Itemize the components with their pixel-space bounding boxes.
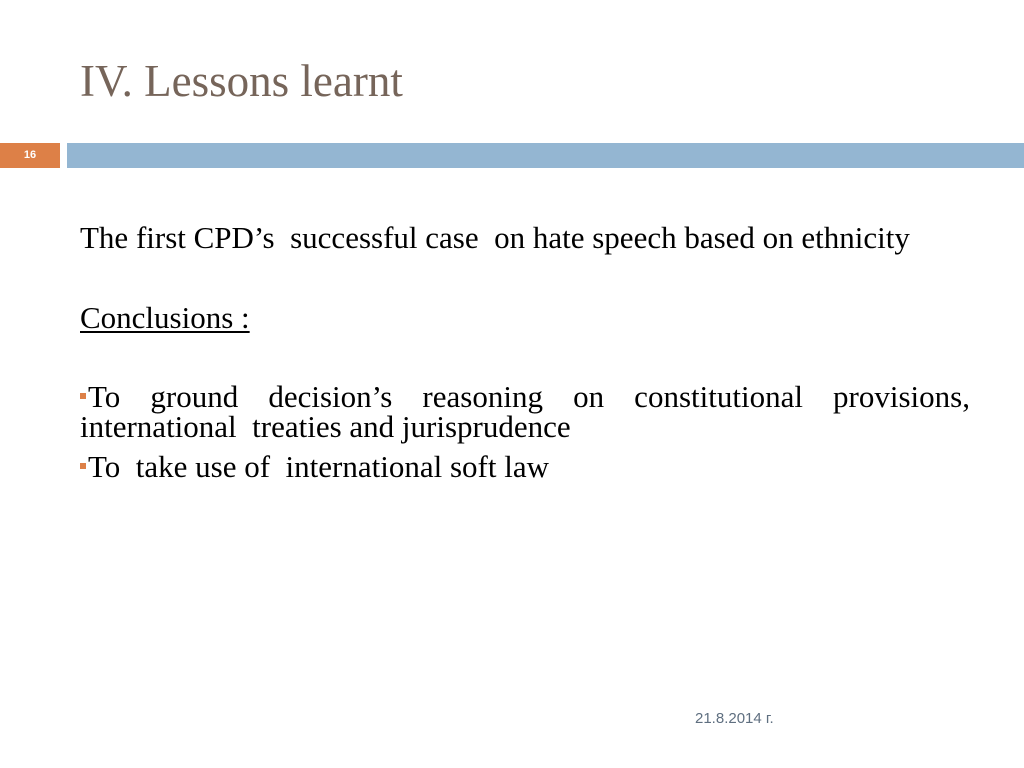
bullet-square-icon [80,393,86,399]
list-item-text: To take use of international soft law [88,449,549,484]
list-item-text: To ground decision’s reasoning on constitutional provisions, international treaties and jurisprudence [80,379,978,444]
slide-number-badge [0,143,60,168]
header-accent-bar [67,143,1024,168]
footer-date: 21.8.2014 г. [695,710,774,727]
list-item [80,379,978,444]
slide-title: IV. Lessons learnt [80,56,403,106]
intro-text: The first CPD’s successful case on hate speech based on ethnicity [80,220,910,255]
list-item [80,449,970,484]
conclusions-list [80,379,978,484]
bullet-square-icon [80,463,86,469]
slide-number: 16 [23,149,37,161]
conclusions-heading: Conclusions : [80,300,250,335]
